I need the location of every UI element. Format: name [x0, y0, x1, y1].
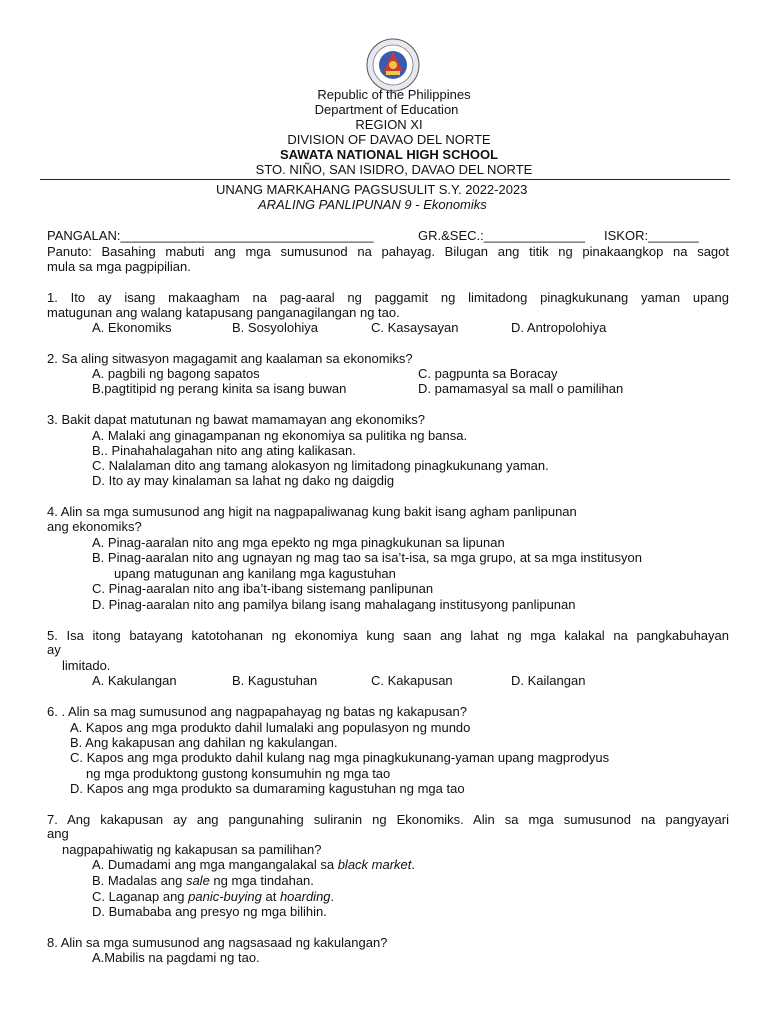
question-8-stem: 8. Alin sa mga sumusunod ang nagsasaad ng kakulangan? — [47, 935, 388, 950]
q6-choice-c-cont: ng mga produktong gustong konsumuhin ng mga tao — [86, 766, 391, 781]
q3-choice-b[interactable]: B.. Pinahahalagahan nito ang ating kalikasan. — [92, 443, 356, 458]
q4-choice-b-cont: upang matugunan ang kanilang mga kagustuhan — [114, 566, 396, 581]
question-1-stem-1: 1. Ito ay isang makaagham na pag-aaral ng paggamit ng limitadong pinagkukunang yaman upang — [47, 290, 729, 305]
q4-choice-c[interactable]: C. Pinag-aaralan nito ang iba’t-ibang sistemang panlipunan — [92, 581, 434, 596]
region-line: REGION XI — [355, 117, 423, 132]
question-2-stem: 2. Sa aling sitwasyon magagamit ang kaalaman sa ekonomiks? — [47, 351, 413, 366]
name-field[interactable]: PANGALAN:___________________________________ — [47, 228, 374, 243]
department-line: Department of Education — [314, 102, 459, 117]
school-address: STO. NIÑO, SAN ISIDRO, DAVAO DEL NORTE — [255, 162, 533, 177]
question-7-stem-1: 7. Ang kakapusan ay ang pangunahing suliranin ng Ekonomiks. Alin sa mga sumusunod na pangyayari — [47, 812, 729, 827]
division-line: DIVISION OF DAVAO DEL NORTE — [287, 132, 491, 147]
q3-choice-d[interactable]: D. Ito ay may kinalaman sa lahat ng dako ng daigdig — [92, 473, 395, 488]
country-line: Republic of the Philippines — [317, 87, 471, 102]
question-5-stem-3: limitado. — [62, 658, 111, 673]
q1-choice-d[interactable]: D. Antropolohiya — [511, 320, 607, 335]
q4-choice-a[interactable]: A. Pinag-aaralan nito ang mga epekto ng mga pinagkukunan sa lipunan — [92, 535, 505, 550]
deped-seal — [366, 38, 420, 92]
question-7-stem-2: ang — [47, 826, 69, 841]
q1-choice-c[interactable]: C. Kasaysayan — [371, 320, 459, 335]
q5-choice-d[interactable]: D. Kailangan — [511, 673, 586, 688]
q2-choice-d[interactable]: D. pamamasyal sa mall o pamilihan — [418, 381, 624, 396]
q7-choice-d[interactable]: D. Bumababa ang presyo ng mga bilihin. — [92, 904, 327, 919]
q6-choice-a[interactable]: A. Kapos ang mga produkto dahil lumalaki ang populasyon ng mundo — [70, 720, 471, 735]
q4-choice-b[interactable]: B. Pinag-aaralan nito ang ugnayan ng mag tao sa isa’t-isa, sa mga grupo, at sa mga institusyon — [92, 550, 642, 565]
q1-choice-b[interactable]: B. Sosyolohiya — [232, 320, 318, 335]
q7-choice-b[interactable]: B. Madalas ang sale ng mga tindahan. — [92, 873, 314, 888]
q4-choice-d[interactable]: D. Pinag-aaralan nito ang pamilya bilang isang mahalagang institusyong panlipunan — [92, 597, 576, 612]
question-5-stem-2: ay — [47, 642, 61, 657]
q2-choice-b[interactable]: B.pagtitipid ng perang kinita sa isang buwan — [92, 381, 347, 396]
section-field[interactable]: GR.&SEC.:______________ — [418, 228, 585, 243]
question-1-stem-2: matugunan ang walang katapusang panganagilangan ng tao. — [47, 305, 400, 320]
header-block — [0, 87, 768, 177]
q5-choice-a[interactable]: A. Kakulangan — [92, 673, 177, 688]
q6-choice-c[interactable]: C. Kapos ang mga produkto dahil kulang nag mga pinagkukunang-yaman upang magprodyus — [70, 750, 610, 765]
q1-choice-a[interactable]: A. Ekonomiks — [92, 320, 172, 335]
school-name: SAWATA NATIONAL HIGH SCHOOL — [279, 147, 499, 162]
question-4-stem-2: ang ekonomiks? — [47, 519, 142, 534]
question-4-stem-1: 4. Alin sa mga sumusunod ang higit na nagpapaliwanag kung bakit isang agham panlipunan — [47, 504, 577, 519]
q2-choice-a[interactable]: A. pagbili ng bagong sapatos — [92, 366, 260, 381]
question-7-stem-3: nagpapahiwatig ng kakapusan sa pamilihan? — [62, 842, 322, 857]
exam-title: UNANG MARKAHANG PAGSUSULIT S.Y. 2022-2023 — [216, 182, 528, 197]
question-5-stem-1: 5. Isa itong batayang katotohanan ng ekonomiya kung saan ang lahat ng mga kalakal na pangkabuhayan — [47, 628, 729, 643]
question-6-stem: 6. . Alin sa mag sumusunod ang nagpapahayag ng batas ng kakapusan? — [47, 704, 467, 719]
q7-choice-a[interactable]: A. Dumadami ang mga mangangalakal sa black market. — [92, 857, 416, 872]
q3-choice-a[interactable]: A. Malaki ang ginagampanan ng ekonomiya sa pulitika ng bansa. — [92, 428, 468, 443]
q7-choice-c[interactable]: C. Laganap ang panic-buying at hoarding. — [92, 889, 335, 904]
instructions-line-2: mula sa mga pagpipilian. — [47, 259, 191, 274]
q5-choice-c[interactable]: C. Kakapusan — [371, 673, 453, 688]
q2-choice-c[interactable]: C. pagpunta sa Boracay — [418, 366, 558, 381]
question-3-stem: 3. Bakit dapat matutunan ng bawat mamamayan ang ekonomiks? — [47, 412, 425, 427]
q3-choice-c[interactable]: C. Nalalaman dito ang tamang alokasyon ng limitadong pinagkukunang yaman. — [92, 458, 549, 473]
subject-title: ARALING PANLIPUNAN 9 - Ekonomiks — [258, 197, 487, 212]
instructions-line-1: Panuto: Basahing mabuti ang mga sumusunod na pahayag. Bilugan ang titik ng pinakaangkop na sagot — [47, 244, 729, 259]
q5-choice-b[interactable]: B. Kagustuhan — [232, 673, 318, 688]
q6-choice-d[interactable]: D. Kapos ang mga produkto sa dumaraming kagustuhan ng mga tao — [70, 781, 465, 796]
q8-choice-a[interactable]: A.Mabilis na pagdami ng tao. — [92, 950, 260, 965]
score-field[interactable]: ISKOR:_______ — [604, 228, 699, 243]
q6-choice-b[interactable]: B. Ang kakapusan ang dahilan ng kakulangan. — [70, 735, 338, 750]
header-divider — [40, 179, 730, 180]
